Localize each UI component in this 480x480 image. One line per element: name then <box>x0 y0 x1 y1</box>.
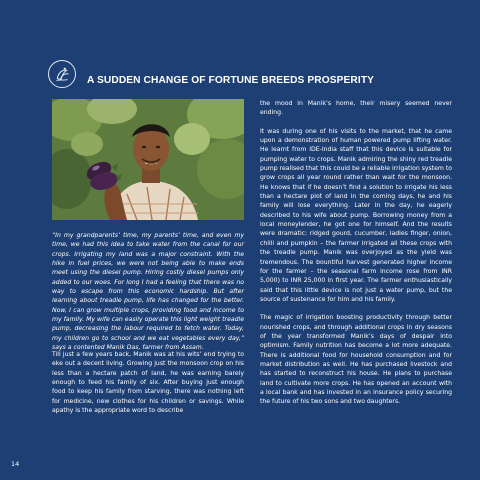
circular-emblem-icon <box>48 60 76 88</box>
article-title: A SUDDEN CHANGE OF FORTUNE BREEDS PROSPERITY <box>87 75 375 86</box>
page-number: 14 <box>11 460 20 468</box>
body-paragraph-right-2: It was during one of his visits to the market, that he came upon a demonstration of human powered pump lifting water. He learnt from IDE-India staff that this device is suitable for pumping water to crops. Manik admiring the shiny red treadle pump realised that this could be a reliable irrigation system to grow crops all year round rather than wait for the monsoon. He knows that if he doesn’t find a solution to irrigate his less than a hectare plot of land in the coming days, he and his family will lose everything. Later in the day, he eagerly described to his wife about pump. Borrowing money from a local moneylender, he got one for himself. And the results were dramatic: ridged gourd, cucumber, ladies finger, onion, chilli and pumpkin – the farmer irrigated all these crops with the treadle pump. Manik was overjoyed as the yield was tremendous. The bountiful harvest generated higher income for the farmer – the seasonal farm income rose from INR 5,000) to INR 25,000 in first year. The farmer enthusiastically said that this little device is not just a water pump, but the source of sustenance for him and his family. <box>260 127 453 303</box>
body-paragraph-right-1: the mood in Manik’s home, their misery seemed never ending. <box>260 100 452 117</box>
farmer-quote: “In my grandparents’ time, my parents’ time, and even my time, we had this idea to take water from the canal for our crops. Irrigating my land was a major constraint. With the hike in fuel prices, we were not being able to make ends meet using the diesel pump. Hiring costly diesel pumps only added to our woes. For long I had a feeling that there was no way to escape from this economic hardship. But after learning about treadle pump, life has changed for the better. Now, I can grow multiple crops, providing food and income to my family. My wife can easily operate this light weight treadle pump, decreasing the labour required to fetch water. Today, my children go to school and we eat vegetables every day,” says a contented Manik Das, farmer from Assam. <box>52 232 244 352</box>
right-column <box>260 99 452 416</box>
body-paragraph-left: Till just a few years back, Manik was at his wits’ end trying to eke out a decent living. Growing just the monsoon crop on his less than a hectare patch of land, he was earning barely enough to feed his family of six. After buying just enough food to keep his family from starving, there was nothing left for medicine, new clothes for his children or savings. While apathy is the appropriate word to describe <box>52 351 244 415</box>
farmer-holding-eggplants-image <box>52 99 244 220</box>
body-paragraph-right-3: The magic of irrigation boosting productivity through better nourished crops, and through additional crops in dry seasons of the year transformed Manik’s days of despair into optimism. Family nutrition has become a lot more adequate. There is additional food for household consumption and for market distribution as well. He has purchased livestock and has started to reconstruct his house. He plans to purchase land to cultivate more crops. He has opened an account with a local bank and has invested in an insurance policy securing the future of his two sons and two daughters. <box>260 314 452 406</box>
emblem-graphic <box>49 61 75 87</box>
farmer-photo <box>52 99 244 220</box>
